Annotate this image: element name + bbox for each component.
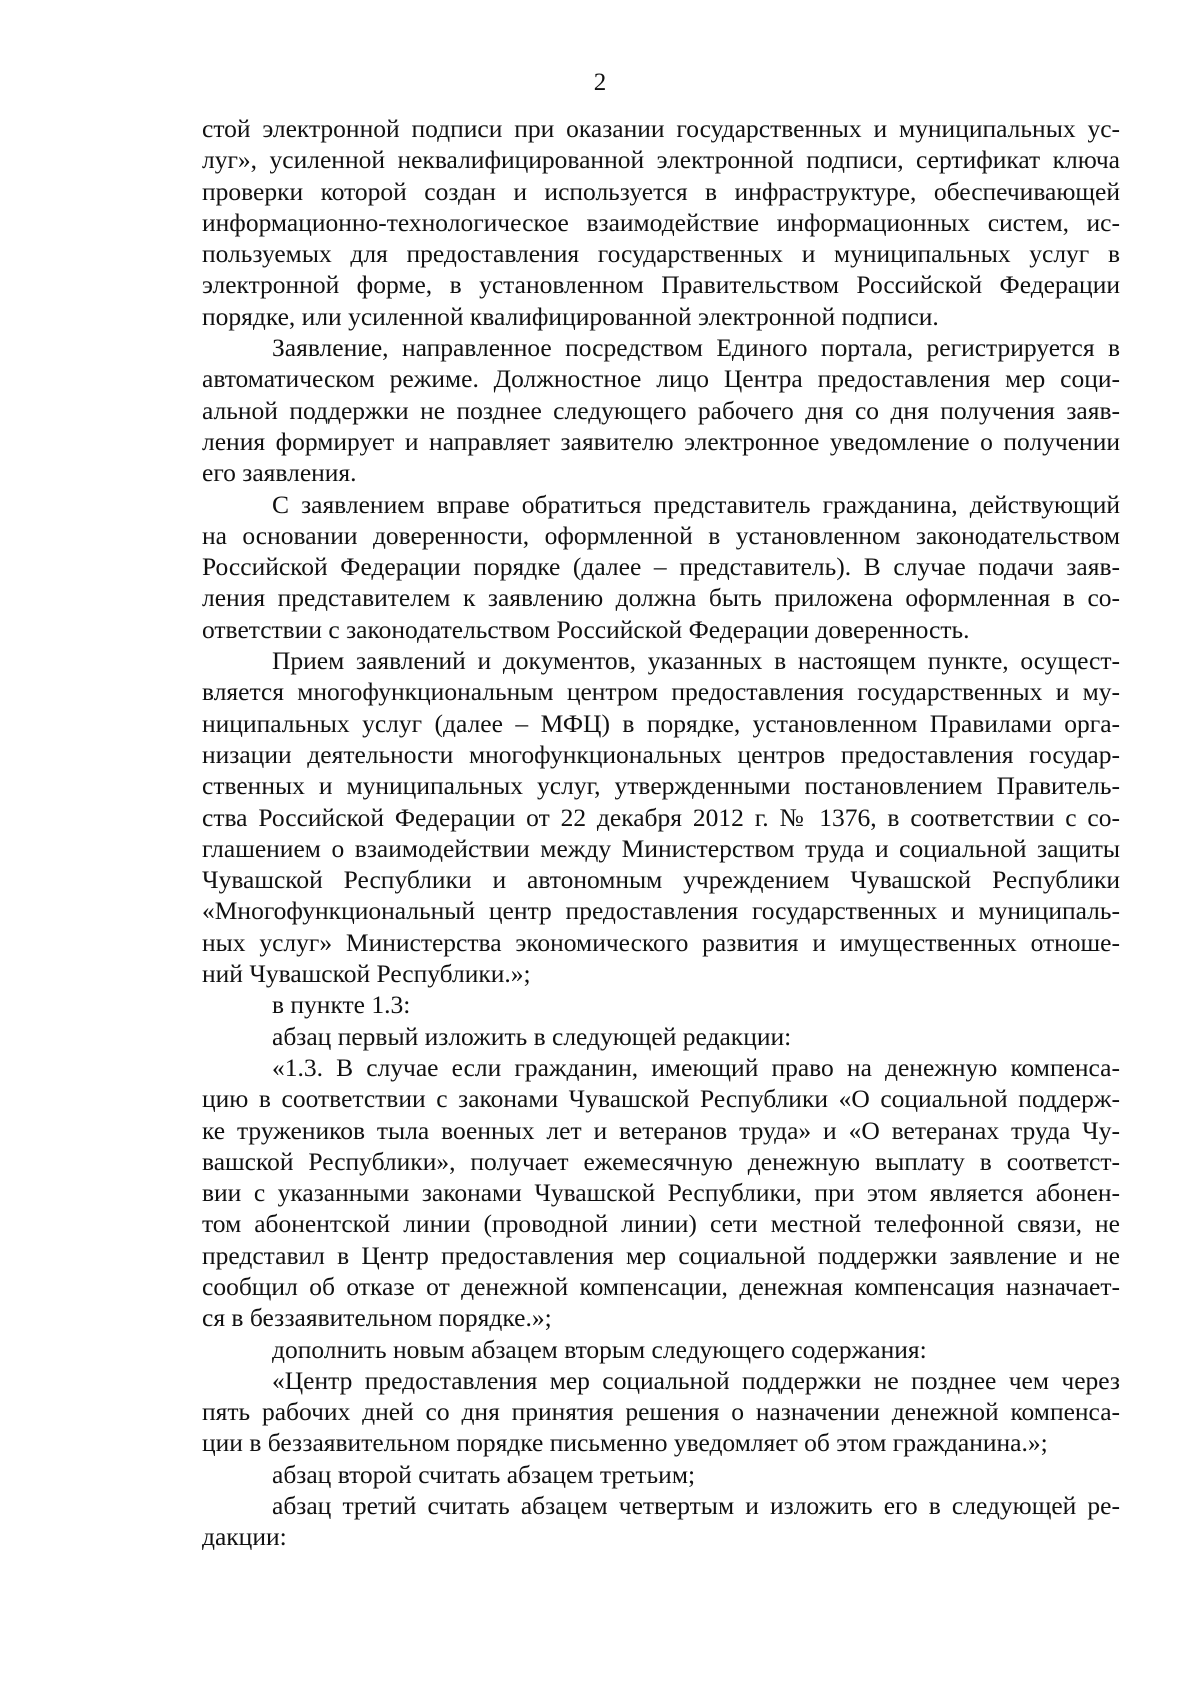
document-body <box>202 113 1120 1553</box>
text-line: на основании доверенности, оформленной в установленном законодательством <box>202 520 1120 550</box>
text-line: вашской Республики», получает ежемесячную денежную выплату в соответст- <box>202 1146 1120 1176</box>
text-line: автоматическом режиме. Должностное лицо Центра предоставления мер соци- <box>202 364 1120 394</box>
text-line: альной поддержки не позднее следующего рабочего дня со дня получения заяв- <box>202 395 1120 425</box>
text-line: его заявления. <box>202 458 357 488</box>
text-line: цию в соответствии с законами Чувашской Республики «О социальной поддерж- <box>202 1084 1120 1114</box>
text-line: ления формирует и направляет заявителю электронное уведомление о получении <box>202 426 1120 456</box>
text-line: ления представителем к заявлению должна быть приложена оформленная в со- <box>202 583 1120 613</box>
text-line: сообщил об отказе от денежной компенсации, денежная компенсация назначает- <box>202 1271 1120 1301</box>
text-line: проверки которой создан и используется в инфраструктуре, обеспечивающей <box>202 176 1120 206</box>
text-line: вляется многофункциональным центром предоставления государственных и му- <box>202 677 1120 707</box>
text-line: информационно-технологическое взаимодействие информационных систем, ис- <box>202 207 1120 237</box>
text-line: луг», усиленной неквалифицированной электронной подписи, сертификат ключа <box>202 145 1120 175</box>
text-line: дакции: <box>202 1522 287 1552</box>
text-line: порядке, или усиленной квалифицированной электронной подписи. <box>202 301 939 331</box>
text-line: пять рабочих дней со дня принятия решения о назначении денежной компенса- <box>202 1397 1120 1427</box>
text-line: Российской Федерации порядке (далее – представитель). В случае подачи заяв- <box>202 552 1120 582</box>
text-line: представил в Центр предоставления мер социальной поддержки заявление и не <box>202 1240 1120 1270</box>
text-line: глашением о взаимодействии между Министерством труда и социальной защиты <box>202 833 1120 863</box>
text-line: С заявлением вправе обратиться представитель гражданина, действующий <box>272 489 1120 519</box>
text-line: ственных и муниципальных услуг, утвержденными постановлением Правитель- <box>202 771 1120 801</box>
text-line: в пункте 1.3: <box>272 990 411 1020</box>
text-line: вии с указанными законами Чувашской Республики, при этом является абонен- <box>202 1178 1120 1208</box>
text-line: том абонентской линии (проводной линии) сети местной телефонной связи, не <box>202 1209 1120 1239</box>
text-line: «1.3. В случае если гражданин, имеющий право на денежную компенса- <box>272 1052 1120 1082</box>
text-line: абзац третий считать абзацем четвертым и изложить его в следующей ре- <box>272 1491 1120 1521</box>
text-line: электронной форме, в установленном Правительством Российской Федерации <box>202 270 1120 300</box>
text-line: абзац второй считать абзацем третьим; <box>272 1459 696 1489</box>
text-line: ства Российской Федерации от 22 декабря 2012 г. № 1376, в соответствии с со- <box>202 802 1120 832</box>
text-line: ся в беззаявительном порядке.»; <box>202 1303 552 1333</box>
text-line: Чувашской Республики и автономным учреждением Чувашской Республики <box>202 865 1120 895</box>
text-line: Заявление, направленное посредством Единого портала, регистрируется в <box>272 333 1120 363</box>
text-line: «Многофункциональный центр предоставления государственных и муниципаль- <box>202 896 1120 926</box>
page-number: 2 <box>593 69 607 96</box>
text-line: «Центр предоставления мер социальной поддержки не позднее чем через <box>272 1365 1120 1395</box>
text-line: абзац первый изложить в следующей редакции: <box>272 1021 792 1051</box>
text-line: дополнить новым абзацем вторым следующего содержания: <box>272 1334 927 1364</box>
text-line: ний Чувашской Республики.»; <box>202 959 531 989</box>
text-line: ответствии с законодательством Российской Федерации доверенность. <box>202 614 970 644</box>
text-line: низации деятельности многофункциональных центров предоставления государ- <box>202 739 1120 769</box>
text-line: ниципальных услуг (далее – МФЦ) в порядке, установленном Правилами орга- <box>202 708 1120 738</box>
text-line: ных услуг» Министерства экономического развития и имущественных отноше- <box>202 927 1120 957</box>
text-line: Прием заявлений и документов, указанных в настоящем пункте, осущест- <box>272 646 1120 676</box>
text-line: пользуемых для предоставления государственных и муниципальных услуг в <box>202 239 1120 269</box>
text-line: стой электронной подписи при оказании государственных и муниципальных ус- <box>202 114 1120 143</box>
text-line: ке тружеников тыла военных лет и ветеранов труда» и «О ветеранах труда Чу- <box>202 1115 1120 1145</box>
text-line: ции в беззаявительном порядке письменно уведомляет об этом гражданина.»; <box>202 1428 1048 1458</box>
